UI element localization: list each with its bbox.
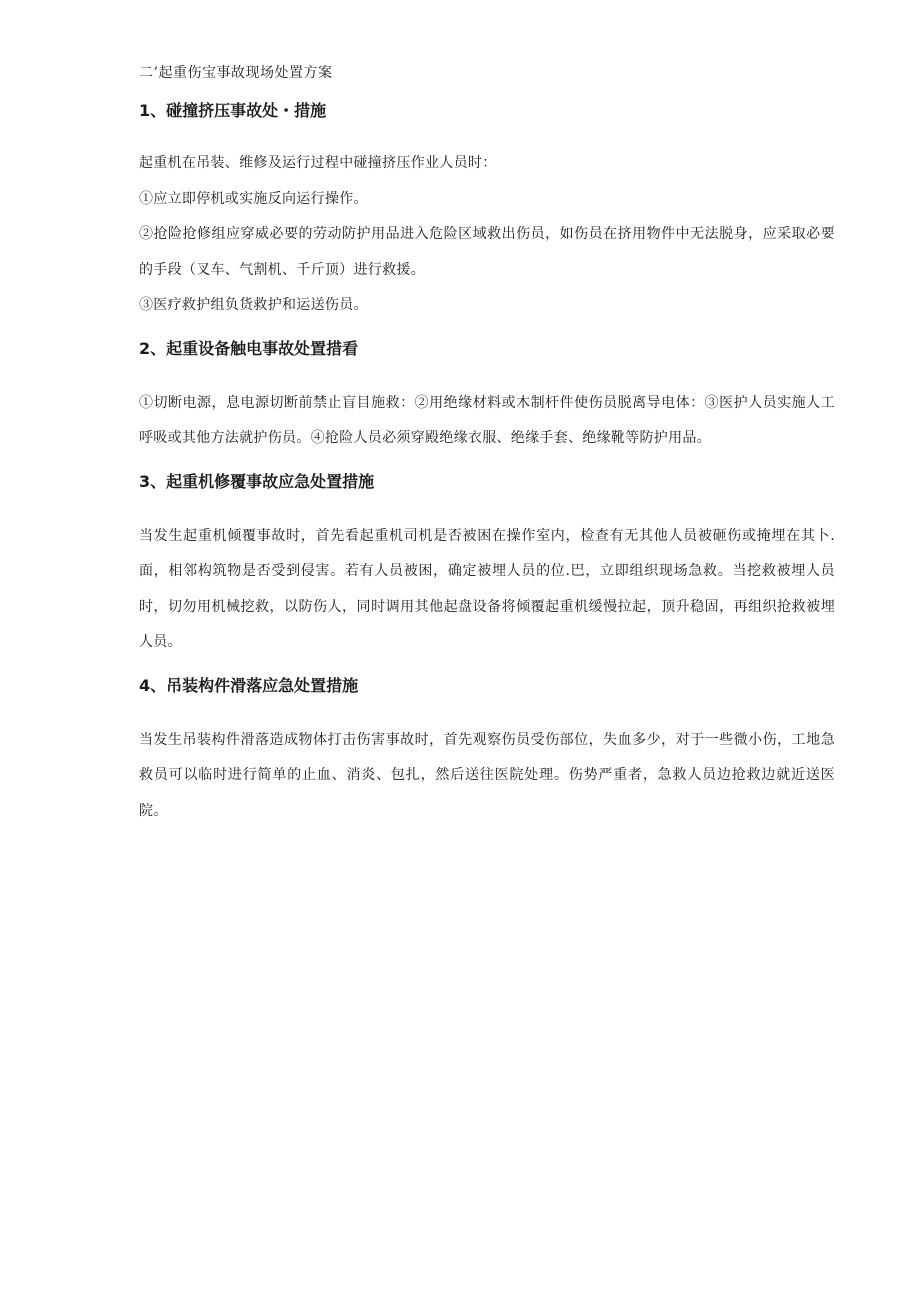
paragraph-2-1: ①切断电源，息电源切断前禁止盲目施救：②用绝缘材料或木制杆件使伤员脱离导电体：③医护人员实施人工呼吸或其他方法就护伤员。④抢险人员必须穿殿绝缘衣服、绝缘手套、绝缘靴等防护用品。 (139, 394, 835, 446)
paragraph-1-2: ①应立即停机或实施反向运行操作。 (139, 190, 368, 207)
section-1 (139, 98, 835, 324)
section-2 (139, 336, 835, 457)
paragraph-3-1: 当发生起重机倾覆事故时，首先看起重机司机是否被困在操作室内，检查有无其他人员被砸伤或掩埋在其卜.面，相邻构筑物是否受到侵害。若有人员被困，确定被埋人员的位.巴，立即组织现场急救。当挖救被埋人员时，切勿用机械挖救，以防伤人，同时调用其他起盘设备将倾覆起重机缓慢拉起，顶升稳固，再组织抢救被埋人员。 (139, 527, 835, 650)
section-heading-1: 1、碰撞挤压事故处・措施 (139, 101, 327, 120)
paragraph-4-1: 当发生吊装构件滑落造成物体打击伤害事故时，首先观察伤员受伤部位，失血多少，对于一些微小伤，工地急救员可以临时进行简单的止血、消炎、包扎，然后送往医院处理。伤势严重者，急救人员边抢救边就近送医院。 (139, 731, 835, 819)
paragraph-1-4: ③医疗救护组负货救护和运送伤员。 (139, 297, 368, 313)
section-heading-2: 2、起重设备触电事故处置措看 (139, 338, 359, 358)
paragraph-1-1: 起重机在吊装、维修及运行过程中碰撞挤压作业人员时： (139, 155, 497, 171)
paragraph-1-3: ②抢险抢修组应穿威必要的劳动防护用品进入危险区域救出伤员，如伤员在挤用物件中无法脱身，应采取必要的手段（叉车、气割机、千斤顶）进行救援。 (139, 226, 835, 278)
document-title: 二’起重伤宝事故现场处置方案 (139, 65, 333, 81)
section-heading-4: 4、吊装构件滑落应急处置措施 (139, 675, 359, 695)
section-4 (139, 673, 835, 830)
section-3 (139, 469, 835, 661)
section-heading-3: 3、起重机修覆事故应急处置措施 (139, 471, 375, 491)
document-body (139, 58, 835, 829)
